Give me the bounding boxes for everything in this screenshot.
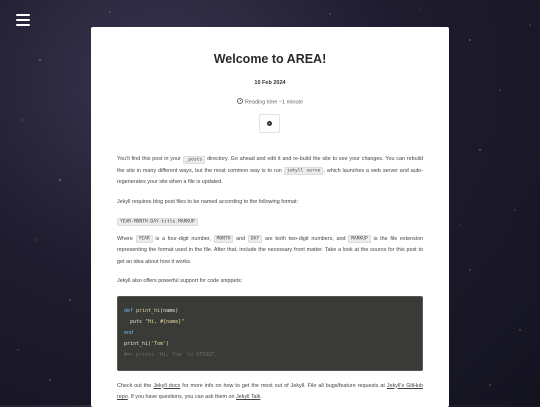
code-keyword: def — [124, 307, 134, 314]
code-line — [124, 328, 416, 339]
share-button[interactable] — [259, 114, 280, 133]
jekyll-github-link[interactable]: Jekyll’s GitHub repo — [117, 382, 423, 400]
code-line — [124, 306, 416, 317]
code-string: 'Tom' — [151, 340, 167, 347]
format-paragraph — [117, 216, 423, 228]
post-date: 10 Feb 2024 — [254, 80, 286, 86]
menu-bar — [16, 24, 30, 26]
code-snippet — [117, 296, 423, 371]
code-keyword: end — [124, 329, 134, 336]
paragraph: Jekyll requires blog post files to be named according to the following format: — [117, 198, 298, 205]
jekyll-docs-link[interactable]: Jekyll docs — [153, 382, 181, 389]
post-content — [117, 154, 423, 407]
text: are both two-digit numbers, and — [262, 235, 349, 242]
code-text: (name) — [160, 307, 179, 314]
inline-code: YEAR-MONTH-DAY-title.MARKUP — [117, 218, 198, 226]
code-line — [124, 350, 416, 361]
inline-code: YEAR — [136, 235, 153, 243]
paragraph — [117, 154, 423, 189]
inline-code: MARKUP — [348, 235, 371, 243]
share-icon — [267, 121, 272, 126]
text: for more info on how to get the most out of Jekyll. File all bugs/feature requests at — [180, 382, 387, 389]
code-text: puts — [124, 318, 146, 325]
inline-code: _posts — [183, 156, 206, 164]
inline-code: DAY — [248, 235, 262, 243]
text: directory. Go ahead and edit it and re-build the site to see your changes. You can rebuild the site in many different ways, but the most common way is to run — [117, 156, 423, 174]
text: You’ll find this post in your — [117, 156, 183, 162]
text: is a four-digit number, — [152, 235, 214, 242]
text: , which launches a web server and auto-regenerates your site when a file is updated. — [117, 167, 423, 185]
text: . If you have questions, you can ask them on — [127, 394, 236, 400]
code-text: print_hi( — [124, 340, 152, 347]
text: Where — [117, 235, 136, 242]
text: is the file extension representing the format used in the file. After that, include the necessary front matter. Take a look at the source for this post to get an idea about how it works. — [117, 235, 423, 265]
code-text: ) — [166, 340, 170, 347]
text: and — [233, 235, 248, 242]
text: Check out the — [117, 382, 154, 389]
inline-code: MONTH — [214, 235, 234, 243]
code-function: print_hi — [136, 307, 161, 314]
post-card — [91, 27, 449, 407]
reading-time-label: Reading time ~1 minute — [244, 99, 304, 106]
post-title: Welcome to AREA! — [213, 52, 327, 66]
paragraph — [117, 234, 423, 269]
reading-time — [91, 98, 449, 106]
jekyll-talk-link[interactable]: Jekyll Talk — [235, 394, 261, 400]
paragraph: Jekyll also offers powerful support for code snippets: — [117, 278, 243, 284]
inline-code: jekyll serve — [284, 167, 324, 175]
code-line — [124, 339, 416, 350]
paragraph — [117, 381, 423, 404]
code-string: "Hi, #{name}" — [145, 318, 185, 325]
code-comment: #=> prints 'Hi, Tom' to STDOUT. — [124, 351, 218, 358]
menu-bar — [16, 14, 30, 16]
text: . — [260, 394, 262, 400]
menu-bar — [16, 19, 30, 21]
code-line — [124, 317, 416, 328]
hamburger-menu-icon[interactable] — [16, 14, 30, 26]
clock-icon — [237, 98, 243, 104]
